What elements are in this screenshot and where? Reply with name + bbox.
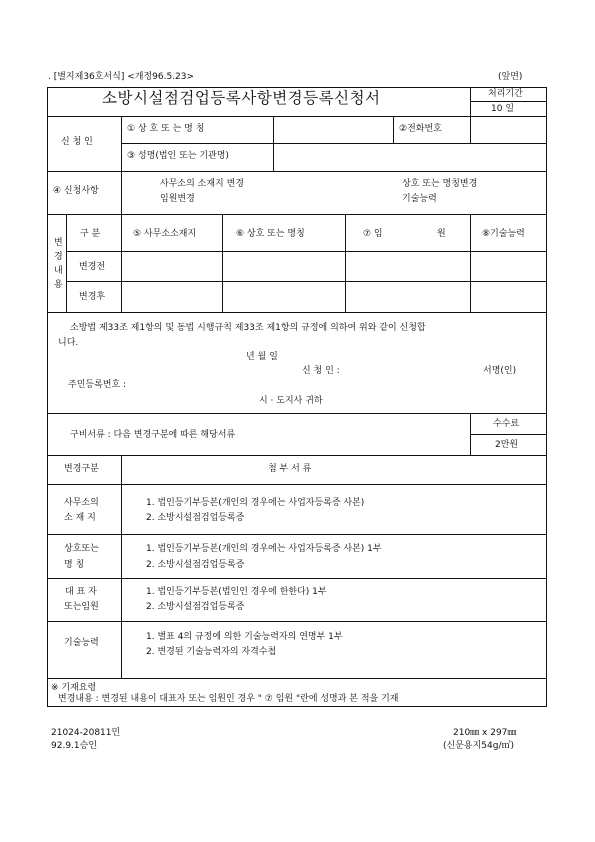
footer-form-number: 21024-20811민 (51, 728, 121, 738)
resident-number-label: 주민등록번호 : (68, 380, 127, 390)
form-title: 소방시설점검업등록사항변경등록신청서 (102, 89, 381, 107)
change-side-2: 경 (54, 252, 63, 262)
addressee-label: 시 · 도지사 귀하 (259, 396, 323, 406)
request-option-executive: 임원변경 (160, 194, 195, 204)
fee-value: 2만원 (495, 440, 519, 450)
applicant-section-label: 신 청 인 (61, 137, 93, 147)
declaration-date: 년 월 일 (246, 352, 278, 362)
phone-label: ②전화번호 (399, 124, 442, 134)
doc-row-item: 1. 법인등기부등본(개인의 경우에는 사업자등록증 사본) 1부 (146, 544, 382, 554)
doc-row-item: 1. 법인등기부등본(법인인 경우에 한한다) 1부 (146, 587, 327, 597)
processing-period-label: 처리기간 (488, 89, 523, 99)
doc-row-item: 1. 법인등기부등본(개인의 경우에는 사업자등록증 사본) (146, 498, 365, 508)
notes-text: 변경내용 : 변경된 내용이 대표자 또는 임원인 경우 " ⑦ 임원 "란에 성명과 본 적을 기재 (58, 694, 399, 704)
request-option-technical: 기술능력 (402, 194, 437, 204)
change-col-executive: ⑦ 임 (363, 229, 383, 239)
page-side-label: (앞면) (498, 72, 523, 82)
required-docs-label: 구비서류 : 다음 변경구분에 따른 해당서류 (70, 430, 236, 440)
representative-label: ③ 성명(법인 또는 기관명) (127, 151, 229, 161)
form-reference: . [별지제36호서식] <개정96.5.23> (48, 72, 195, 82)
doc-row-label: 기술능력 (64, 638, 99, 648)
footer-paper-type: (신문용지54g/㎡) (443, 741, 514, 751)
change-side-4: 용 (54, 280, 63, 290)
change-row-after: 변경후 (79, 292, 106, 302)
request-label: ④ 신청사항 (53, 186, 99, 196)
notes-title: ※ 기재요령 (51, 683, 97, 693)
doc-col-attachments: 첨 부 서 류 (268, 464, 312, 474)
declaration-text-cont: 니다. (58, 338, 79, 348)
sign-seal-label: 서명(인) (483, 366, 517, 376)
request-option-name: 상호 또는 명칭변경 (402, 179, 478, 189)
doc-row-label: 명 칭 (64, 560, 85, 570)
applicant-sign-label: 신 청 인 : (302, 366, 340, 376)
processing-period-value: 10 일 (491, 104, 515, 114)
doc-row-item: 2. 소방시설점검업등록증 (146, 560, 245, 570)
change-side-3: 내 (54, 266, 63, 276)
change-col-gubun: 구 분 (80, 229, 101, 239)
footer-paper-size: 210㎜ x 297㎜ (453, 728, 517, 738)
company-name-label: ① 상 호 또 는 명 칭 (127, 124, 205, 134)
doc-row-item: 1. 별표 4의 규정에 의한 기술능력자의 연명부 1부 (146, 632, 343, 642)
change-row-before: 변경전 (79, 262, 106, 272)
footer-approval: 92.9.1승인 (51, 741, 98, 751)
doc-col-gubun: 변경구분 (64, 464, 99, 474)
change-side-1: 변 (54, 238, 63, 248)
doc-row-item: 2. 소방시설점검업등록증 (146, 513, 245, 523)
doc-row-label: 소 재 지 (64, 513, 96, 523)
change-col-office: ⑤ 사무소소재지 (133, 229, 197, 239)
doc-row-item: 2. 변경된 기술능력자의 자격수첩 (146, 647, 277, 657)
fee-label: 수수료 (493, 419, 520, 429)
declaration-text: 소방법 제33조 제1항의 및 동법 시행규칙 제33조 제1항의 규정에 의하여 위와 같이 신청합 (70, 323, 426, 333)
doc-row-item: 2. 소방시설점검업등록증 (146, 602, 245, 612)
doc-row-label: 상호또는 (64, 544, 99, 554)
change-col-name: ⑥ 상호 또는 명칭 (236, 229, 305, 239)
doc-row-label: 사무소의 (64, 498, 99, 508)
change-col-executive-b: 원 (437, 229, 446, 239)
doc-row-label: 대 표 자 (65, 587, 97, 597)
doc-row-label: 또는임원 (64, 602, 99, 612)
change-col-technical: ⑧기술능력 (482, 229, 525, 239)
request-option-office: 사무소의 소재지 변경 (160, 179, 244, 189)
